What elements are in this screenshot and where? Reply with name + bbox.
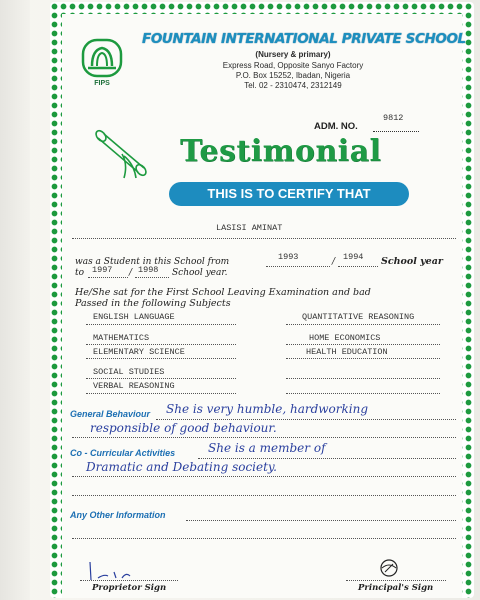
year-to2-line [135,277,169,278]
other-info-line-1 [186,520,456,521]
other-info-label: Any Other Information [70,510,166,520]
subject-line [286,393,440,394]
principal-signature-icon [376,556,402,580]
proprietor-sign-label: Proprietor Sign [92,583,167,593]
subject-line [86,324,236,325]
other-info-line-2 [72,538,456,539]
school-year-label: School year [381,256,443,267]
subject-line [286,344,440,345]
principal-sign-label: Principal's Sign [358,583,434,593]
subject-left-3: ELEMENTARY SCIENCE [93,347,185,357]
general-behaviour-label: General Behaviour [70,409,151,419]
school-section: (Nursery & primary) [255,50,331,59]
subject-line [86,358,236,359]
subject-line [86,344,236,345]
slash-2: / [129,268,133,278]
subject-line [86,393,236,394]
year-from-2: 1997 [92,265,113,275]
exam-line-1: He/She sat for the First School Leaving Examination and bad [75,287,371,298]
co-curricular-text-2: Dramatic and Debating society. [86,460,277,474]
subject-left-5: VERBAL REASONING [93,381,175,391]
name-line [72,238,456,239]
co-curricular-label: Co - Curricular Activities [70,448,176,458]
adm-no-label: ADM. NO. [314,121,358,132]
subject-right-1: QUANTITATIVE REASONING [302,312,415,322]
co-curricular-text-1: She is a member of [208,441,326,455]
year-from-line [266,266,330,267]
certify-banner: THIS IS TO CERTIFY THAT [169,182,409,206]
co-curricular-line-1 [198,458,456,459]
school-name: FOUNTAIN INTERNATIONAL PRIVATE SCHOOL [142,31,466,47]
subject-line [86,378,236,379]
year-to: 1994 [343,252,364,262]
year-to-line [338,266,378,267]
behaviour-text-1: She is very humble, hardworking [166,402,369,416]
exam-line-2: Passed in the following Subjects [75,298,231,309]
subject-line [286,358,440,359]
year-from: 1993 [278,252,299,262]
subject-right-2: HOME ECONOMICS [309,333,381,343]
year-to-2: 1998 [138,265,159,275]
subject-line [286,324,440,325]
subject-line [286,378,440,379]
diploma-scroll-icon [92,128,152,192]
logo-caption: FIPS [94,80,110,86]
slash-1: / [332,257,336,267]
adm-no-line [373,131,419,132]
adm-no-value: 9812 [383,113,404,123]
school-year-label-2: School year. [172,268,228,278]
to-label: to [75,268,85,278]
subject-left-2: MATHEMATICS [93,333,150,343]
document-title: Testimonial [180,134,382,169]
behaviour-text-2: responsible of good behaviour. [90,421,277,435]
subject-left-1: ENGLISH LANGUAGE [93,312,175,322]
phone-line: Tel. 02 - 2310474, 2312149 [244,81,342,90]
behaviour-line-2 [72,437,456,438]
left-paper-margin [0,0,30,600]
behaviour-line-1 [156,419,456,420]
proprietor-sign-line [80,580,178,581]
co-curricular-line-2 [72,476,456,477]
proprietor-signature-icon [86,558,146,582]
student-name: LASISI AMINAT [216,223,283,233]
statement-was-student: was a Student in this School from [75,257,230,267]
subject-left-4: SOCIAL STUDIES [93,367,165,377]
school-logo-icon [80,38,124,86]
blank-line [72,495,456,496]
principal-sign-line [346,580,446,581]
address-line-2: P.O. Box 15252, Ibadan, Nigeria [235,71,351,80]
subject-right-3: HEALTH EDUCATION [306,347,388,357]
year-from2-line [88,277,128,278]
address-line-1: Express Road, Opposite Sanyo Factory [222,61,364,70]
